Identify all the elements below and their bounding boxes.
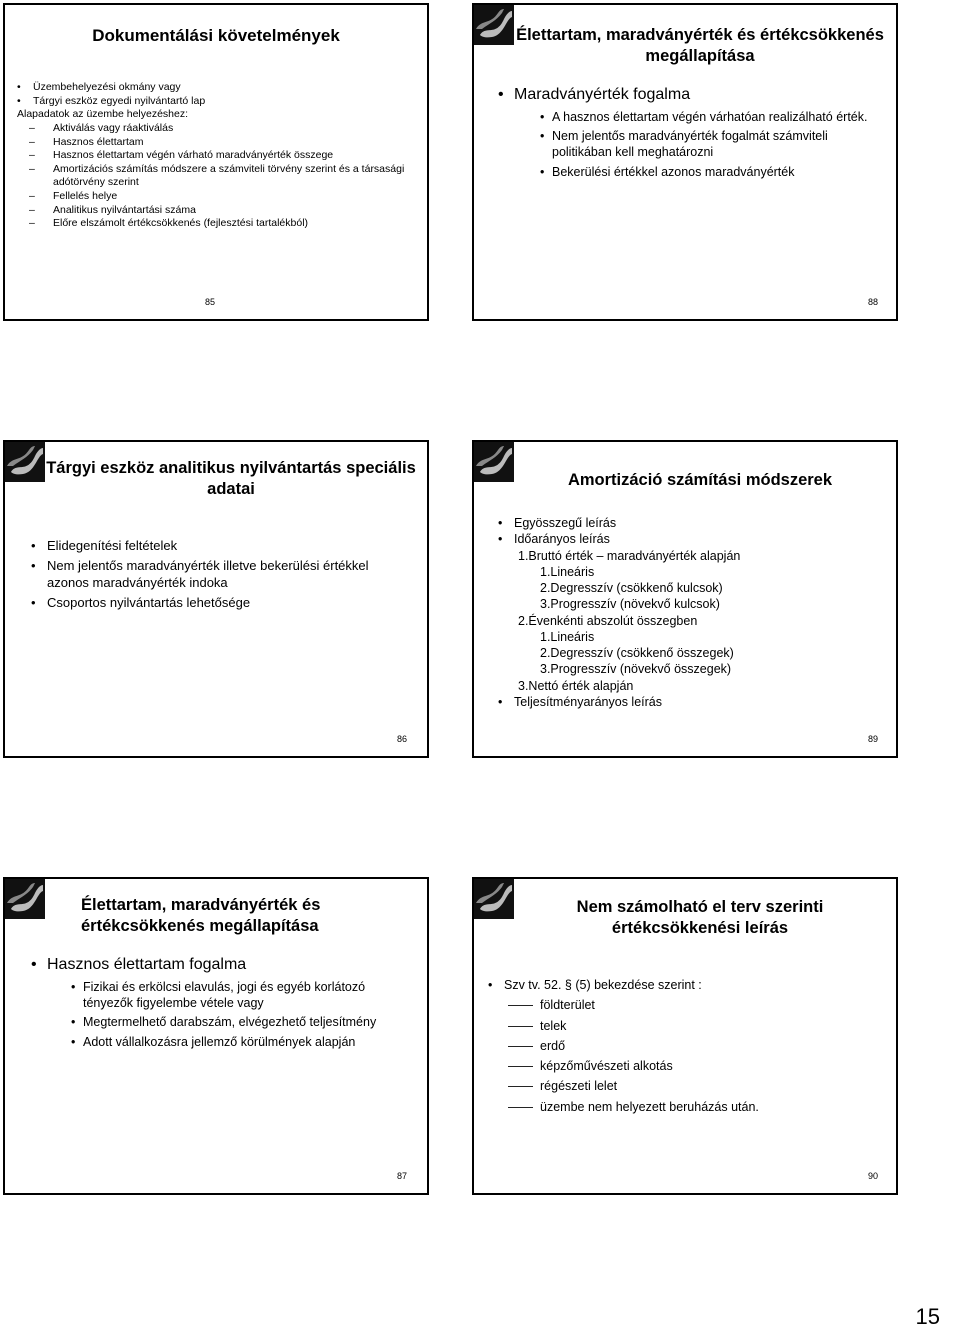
list-item: • Időarányos leírás <box>498 532 610 547</box>
slide-number: 88 <box>867 297 878 307</box>
slide-title: Nem számolható el terv szerinti értékcsökkenési leírás <box>576 898 824 937</box>
list-item: • Egyösszegű leírás <box>498 516 617 530</box>
slide-86 <box>3 440 429 758</box>
slide-title: Tárgyi eszköz analitikus nyilvántartás speciális adatai <box>46 459 416 498</box>
logo-icon <box>474 442 514 482</box>
list-item: • Hasznos élettartam fogalma <box>31 956 247 973</box>
list-item: • A hasznos élettartam végén várhatóan realizálható érték. <box>540 109 868 124</box>
bullet-list <box>498 85 876 180</box>
list-item: – Előre elszámolt értékcsökkenés (fejlesztési tartalékból) <box>29 217 309 230</box>
slide-87 <box>3 877 429 1195</box>
slide-90 <box>472 877 898 1195</box>
slide-number: 86 <box>397 734 408 744</box>
slide-89 <box>472 440 898 758</box>
list-item: • Bekerülési értékkel azonos maradványérték <box>540 164 795 179</box>
list-item: • Maradványérték fogalma <box>498 86 691 103</box>
list-item: • Nem jelentős maradványérték illetve bekerülési értékkel azonos maradványérték indoka <box>31 557 369 590</box>
list-item: 1.Lineáris <box>540 564 595 579</box>
bullet-list <box>488 977 876 1115</box>
slide-number: 87 <box>397 1171 408 1181</box>
slide-88 <box>472 3 898 321</box>
list-item: • Tárgyi eszköz egyedi nyilvántartó lap <box>17 94 206 107</box>
list-item: 1.Bruttó érték – maradványérték alapján <box>518 548 741 563</box>
logo-icon <box>474 879 514 919</box>
bullet-list <box>31 955 407 1050</box>
list-item: 2.Degresszív (csökkenő összegek) <box>540 646 734 660</box>
list-item: – Hasznos élettartam végén várható maradványérték összege <box>29 149 334 162</box>
list-item: 3.Progresszív (növekvő összegek) <box>540 662 732 677</box>
list-item: —— régészeti lelet <box>508 1079 618 1094</box>
list-item: Alapadatok az üzembe helyezéshez: <box>17 108 189 121</box>
slide-number: 89 <box>867 734 878 744</box>
bullet-list <box>31 538 407 612</box>
list-item: – Analitikus nyilvántartási száma <box>29 203 196 216</box>
list-item: • Elidegenítési feltételek <box>31 538 178 553</box>
list-item: —— üzembe nem helyezett beruházás után. <box>508 1099 759 1114</box>
list-item: 3.Nettó érték alapján <box>518 678 634 693</box>
logo-icon <box>474 5 514 45</box>
slide-title: Dokumentálási követelmények <box>92 26 340 45</box>
list-item: – Hasznos élettartam <box>29 135 144 148</box>
list-item: – Amortizációs számítás módszere a számviteli törvény szerint és a társasági adótörvény szerint <box>29 162 405 189</box>
list-item: • Megtermelhető darabszám, elvégezhető teljesítmény <box>71 1015 377 1030</box>
list-item: —— telek <box>508 1018 567 1033</box>
list-item: – Aktiválás vagy ráaktiválás <box>29 121 174 134</box>
slide-85 <box>3 3 429 321</box>
list-item: —— erdő <box>508 1038 566 1053</box>
slide-title: Amortizáció számítási módszerek <box>567 471 833 489</box>
list-item: • Adott vállalkozásra jellemző körülmények alapján <box>71 1034 356 1049</box>
page-number: 15 <box>915 1304 940 1329</box>
logo-icon <box>5 442 45 482</box>
list-item: 2.Évenkénti abszolút összegben <box>518 613 698 628</box>
list-item: • Fizikai és erkölcsi elavulás, jogi és egyéb korlátozó tényezők figyelembe vétele vagy <box>71 979 366 1011</box>
list-item: 3.Progresszív (növekvő kulcsok) <box>540 597 720 612</box>
list-item: • Szv tv. 52. § (5) bekezdése szerint : <box>488 978 702 992</box>
slide-title: Élettartam, maradványérték és értékcsökkenés megállapítása <box>516 26 884 65</box>
logo-icon <box>5 879 45 919</box>
list-item: • Csoportos nyilvántartás lehetősége <box>31 594 251 610</box>
slide-number: 90 <box>867 1171 878 1181</box>
list-item: • Teljesítményarányos leírás <box>498 694 662 709</box>
list-item: – Fellelés helye <box>29 190 118 203</box>
list-item: • Nem jelentős maradványérték fogalmát számviteli politikában kell meghatározni <box>540 129 828 160</box>
list-item: —— képzőművészeti alkotás <box>508 1059 673 1073</box>
bullet-list <box>498 515 876 710</box>
bullet-list <box>17 81 407 231</box>
slide-title: Élettartam, maradványérték és értékcsökkenés megállapítása <box>81 896 321 935</box>
slide-number: 85 <box>205 297 216 307</box>
list-item: 1.Lineáris <box>540 629 595 644</box>
list-item: 2.Degresszív (csökkenő kulcsok) <box>540 581 723 595</box>
list-item: —— földterület <box>508 998 595 1013</box>
list-item: • Üzembehelyezési okmány vagy <box>17 81 181 93</box>
